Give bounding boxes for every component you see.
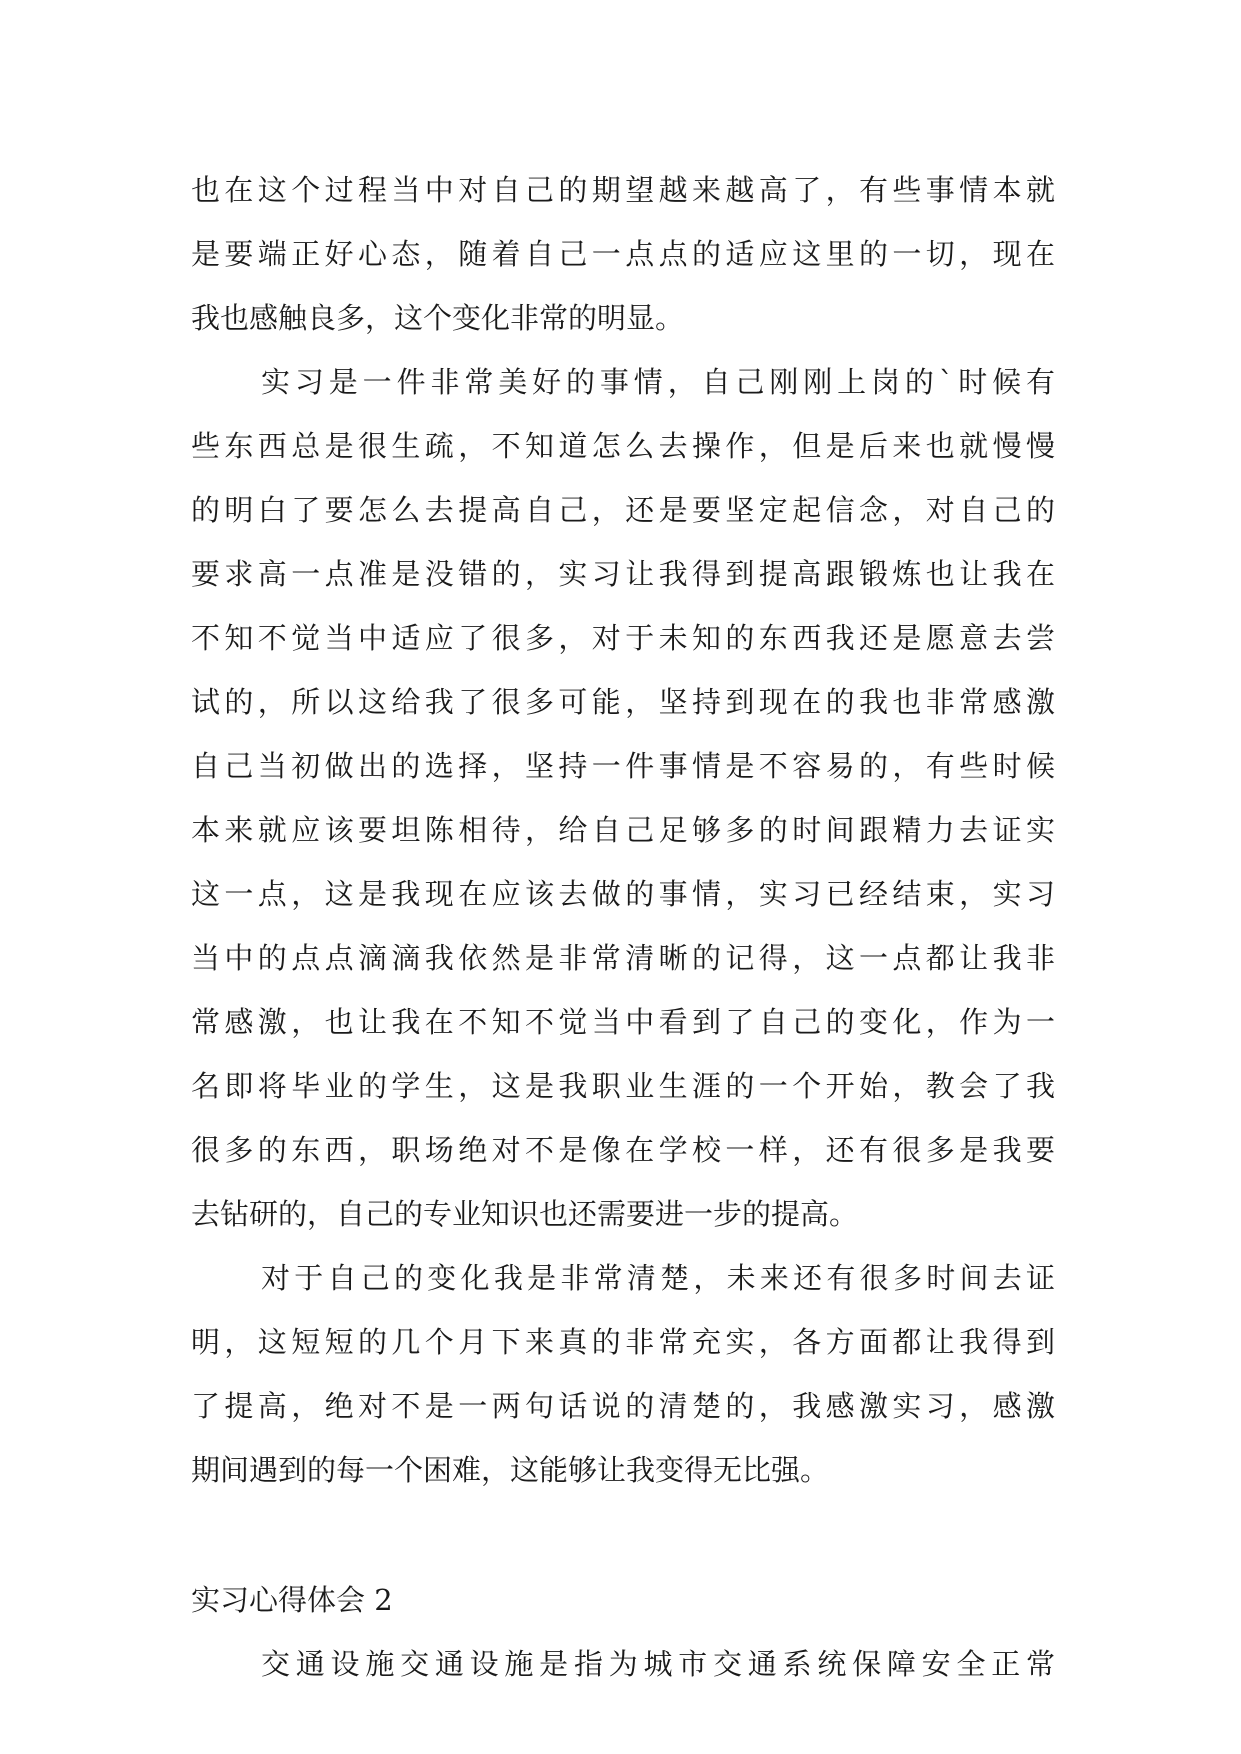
text-line: 对于自己的变化我是非常清楚，未来还有很多时间去证 (261, 1261, 1055, 1295)
text-line: 试的，所以这给我了很多可能，坚持到现在的我也非常感激 (191, 685, 1055, 719)
text-line: 不知不觉当中适应了很多，对于未知的东西我还是愿意去尝 (191, 621, 1055, 655)
text-line: 是要端正好心态，随着自己一点点的适应这里的一切，现在 (191, 237, 1055, 271)
paragraph-2 (191, 350, 1055, 1246)
text-line: 这一点，这是我现在应该去做的事情，实习已经结束，实习 (191, 877, 1055, 911)
text-line: 的明白了要怎么去提高自己，还是要坚定起信念，对自己的 (191, 493, 1055, 527)
paragraph-4 (191, 1632, 1055, 1696)
text-line: 名即将毕业的学生，这是我职业生涯的一个开始，教会了我 (191, 1069, 1055, 1103)
paragraph-1 (191, 158, 1055, 350)
text-line: 实习是一件非常美好的事情，自己刚刚上岗的`时候有 (261, 365, 1055, 399)
text-line: 交通设施交通设施是指为城市交通系统保障安全正常 (261, 1647, 1055, 1681)
text-line: 明，这短短的几个月下来真的非常充实，各方面都让我得到 (191, 1325, 1055, 1359)
text-line: 当中的点点滴滴我依然是非常清晰的记得，这一点都让我非 (191, 941, 1055, 975)
text-line: 要求高一点准是没错的，实习让我得到提高跟锻炼也让我在 (191, 557, 1055, 591)
text-line: 自己当初做出的选择，坚持一件事情是不容易的，有些时候 (191, 749, 1055, 783)
text-line: 去钻研的，自己的专业知识也还需要进一步的提高。 (191, 1197, 859, 1231)
paragraph-3 (191, 1246, 1055, 1502)
text-line: 我也感触良多，这个变化非常的明显。 (191, 301, 685, 335)
document-body (191, 158, 1055, 1696)
text-line: 期间遇到的每一个困难，这能够让我变得无比强。 (191, 1453, 830, 1487)
text-line: 些东西总是很生疏，不知道怎么去操作，但是后来也就慢慢 (191, 429, 1055, 463)
text-line: 很多的东西，职场绝对不是像在学校一样，还有很多是我要 (191, 1133, 1055, 1167)
text-line: 本来就应该要坦陈相待，给自己足够多的时间跟精力去证实 (191, 813, 1055, 847)
text-line: 常感激，也让我在不知不觉当中看到了自己的变化，作为一 (191, 1005, 1055, 1039)
section-spacer (191, 1502, 1055, 1568)
text-line: 也在这个过程当中对自己的期望越来越高了，有些事情本就 (191, 173, 1055, 207)
section-title: 实习心得体会 2 (191, 1583, 393, 1617)
text-line: 了提高，绝对不是一两句话说的清楚的，我感激实习，感激 (191, 1389, 1055, 1423)
